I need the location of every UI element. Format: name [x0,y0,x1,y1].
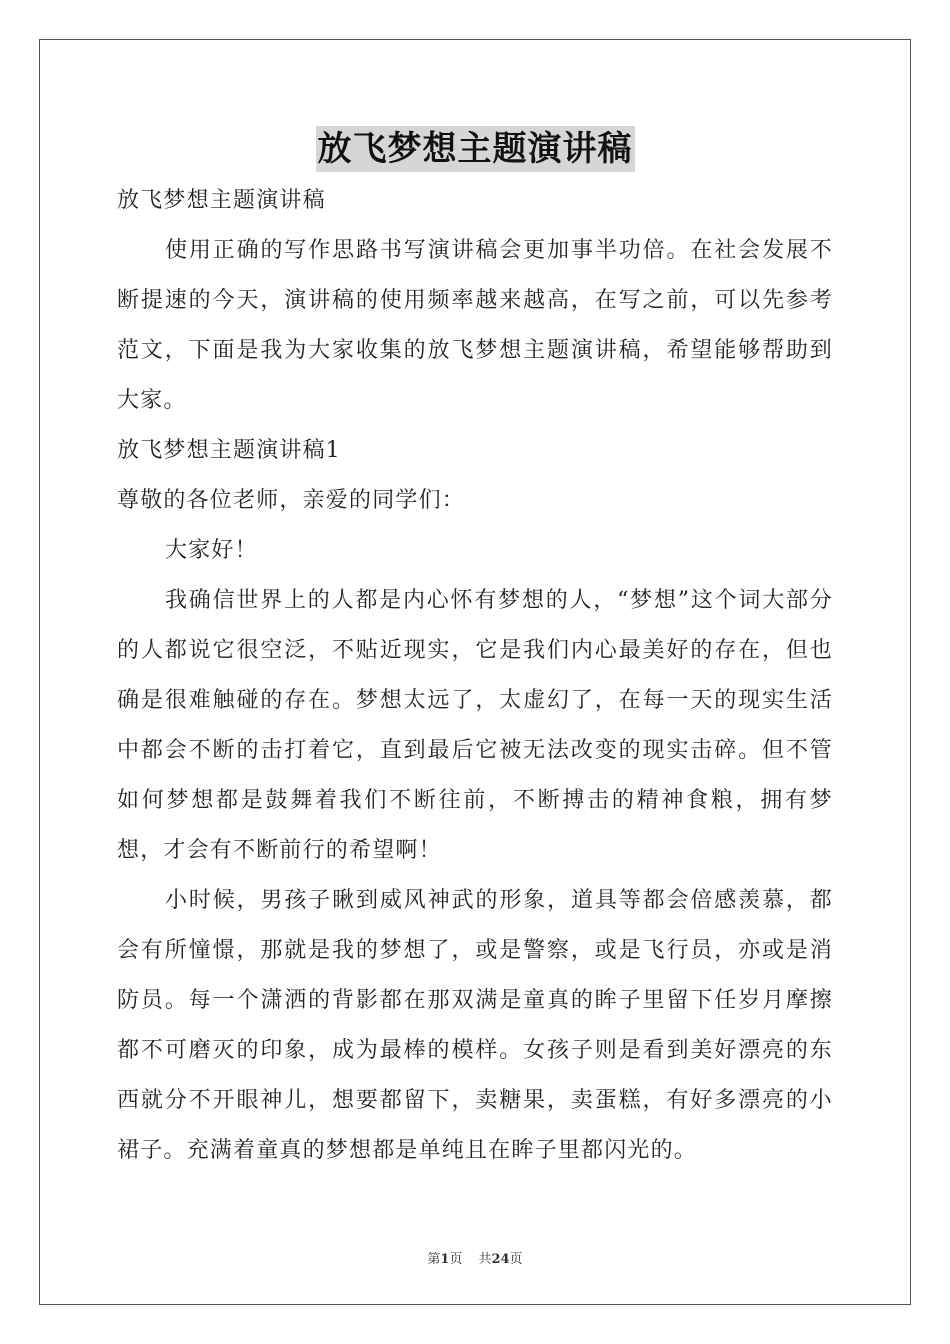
page-number: 1 [440,1252,450,1267]
paragraph: 我确信世界上的人都是内心怀有梦想的人，“梦想”这个词大部分的人都说它很空泛，不贴近现实，它是我们内心最美好的存在，但也确是很难触碰的存在。梦想太远了，太虚幻了，在每一天的现实生活中都会不断的击打着它，直到最后它被无法改变的现实击碎。但不管如何梦想都是鼓舞着我们不断往前，不断搏击的精神食粮，拥有梦想，才会有不断前行的希望啊！ [117,588,833,863]
title-container [0,126,950,172]
page-suffix: 页 [449,1252,463,1267]
page-footer [0,1248,950,1267]
paragraph: 小时候，男孩子瞅到威风神武的形象，道具等都会倍感羡慕，都会有所憧憬，那就是我的梦想了，或是警察，或是飞行员，亦或是消防员。每一个潇洒的背影都在那双满是童真的眸子里留下任岁月摩擦都不可磨灭的印象，成为最棒的模样。女孩子则是看到美好漂亮的东西就分不开眼神儿，想要都留下，卖糖果，卖蛋糕，有好多漂亮的小裙子。充满着童真的梦想都是单纯且在眸子里都闪光的。 [117,888,833,1163]
paragraph: 使用正确的写作思路书写演讲稿会更加事半功倍。在社会发展不断提速的今天，演讲稿的使用频率越来越高，在写之前，可以先参考范文，下面是我为大家收集的放飞梦想主题演讲稿，希望能够帮助到大家。 [117,238,833,413]
section-heading: 放飞梦想主题演讲稿1 [117,438,341,463]
total-pages: 24 [491,1252,510,1267]
document-title: 放飞梦想主题演讲稿 [316,126,635,172]
page-prefix: 第 [427,1252,441,1267]
total-prefix: 共 [478,1252,492,1267]
total-suffix: 页 [509,1252,523,1267]
paragraph: 放飞梦想主题演讲稿 [117,188,326,213]
greeting: 大家好！ [165,538,258,563]
salutation: 尊敬的各位老师，亲爱的同学们： [117,488,466,513]
document-body [117,176,833,1176]
